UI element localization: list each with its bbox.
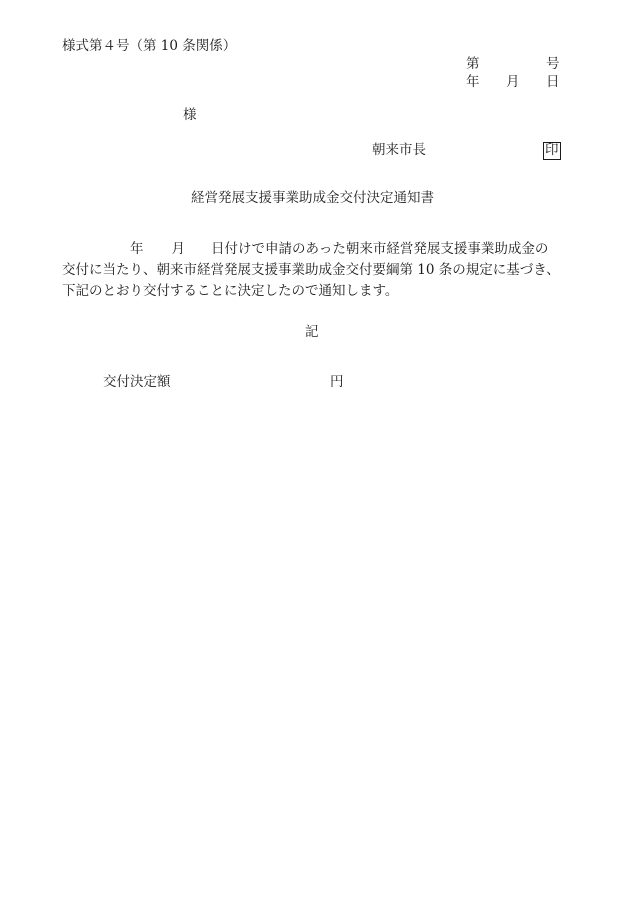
number-prefix: 第 [466,56,480,72]
amount-unit: 円 [330,374,344,390]
body-paragraph [62,239,562,302]
body-year: 年 [130,241,144,257]
ki-heading: 記 [305,324,319,340]
body-line-1-rest: 日付けで申請のあった朝来市経営発展支援事業助成金の [211,241,549,257]
date-day: 日 [546,74,560,90]
seal-mark [543,142,561,160]
body-line-1 [62,239,562,260]
document-title: 経営発展支援事業助成金交付決定通知書 [191,190,434,206]
date-month: 月 [506,74,520,90]
form-label: 様式第４号（第 10 条関係） [62,38,237,54]
date-year: 年 [466,74,480,90]
issuer-title: 朝来市長 [372,142,426,158]
addressee-honorific: 様 [183,107,197,123]
body-month: 月 [171,241,185,257]
seal-label: 印 [545,142,559,158]
body-line-3: 下記のとおり交付することに決定したので通知します。 [62,283,399,299]
number-suffix: 号 [546,56,560,72]
amount-label: 交付決定額 [103,374,171,390]
body-line-2: 交付に当たり、朝来市経営発展支援事業助成金交付要綱第 10 条の規定に基づき、 [62,262,560,278]
